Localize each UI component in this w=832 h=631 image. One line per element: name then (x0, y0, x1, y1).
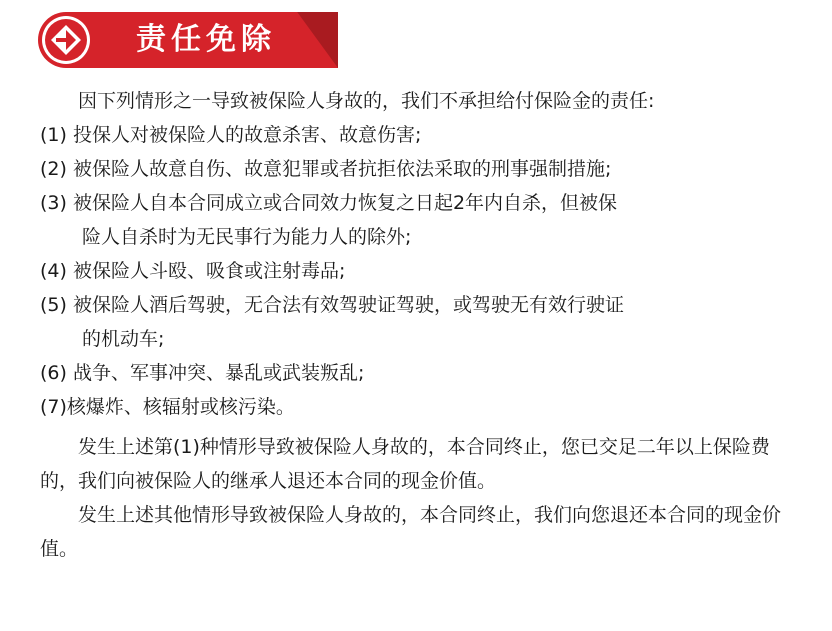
exclusion-item-2: (2) 被保险人故意自伤、故意犯罪或者抗拒依法采取的刑事强制措施; (40, 158, 612, 180)
paragraph-termination-1: 发生上述第(1)种情形导致被保险人身故的，本合同终止，您已交足二年以上保险费的，我们向被保险人的继承人退还本合同的现金价值。 (40, 436, 770, 492)
paragraph-termination-2: 发生上述其他情形导致被保险人身故的，本合同终止，我们向您退还本合同的现金价值。 (40, 504, 782, 560)
exclusion-item-5: (5) 被保险人酒后驾驶，无合法有效驾驶证驾驶，或驾驶无有效行驶证 (40, 294, 624, 316)
exclusion-item-6: (6) 战争、军事冲突、暴乱或武装叛乱; (40, 362, 365, 384)
intro-text: 因下列情形之一导致被保险人身故的，我们不承担给付保险金的责任: (78, 90, 655, 112)
exclusion-item-5-continued: 的机动车; (82, 328, 165, 350)
exclusion-item-3-continued: 险人自杀时为无民事行为能力人的除外; (82, 226, 412, 248)
exclusion-item-7: (7)核爆炸、核辐射或核污染。 (40, 396, 295, 418)
exclusion-content (40, 84, 800, 566)
exclusion-item-1: (1) 投保人对被保险人的故意杀害、故意伤害; (40, 124, 422, 146)
company-logo-icon (42, 16, 90, 64)
exclusion-item-3: (3) 被保险人自本合同成立或合同效力恢复之日起2年内自杀，但被保 (40, 192, 618, 214)
exclusion-item-4: (4) 被保险人斗殴、吸食或注射毒品; (40, 260, 346, 282)
page-title: 责任免除 (136, 22, 276, 57)
